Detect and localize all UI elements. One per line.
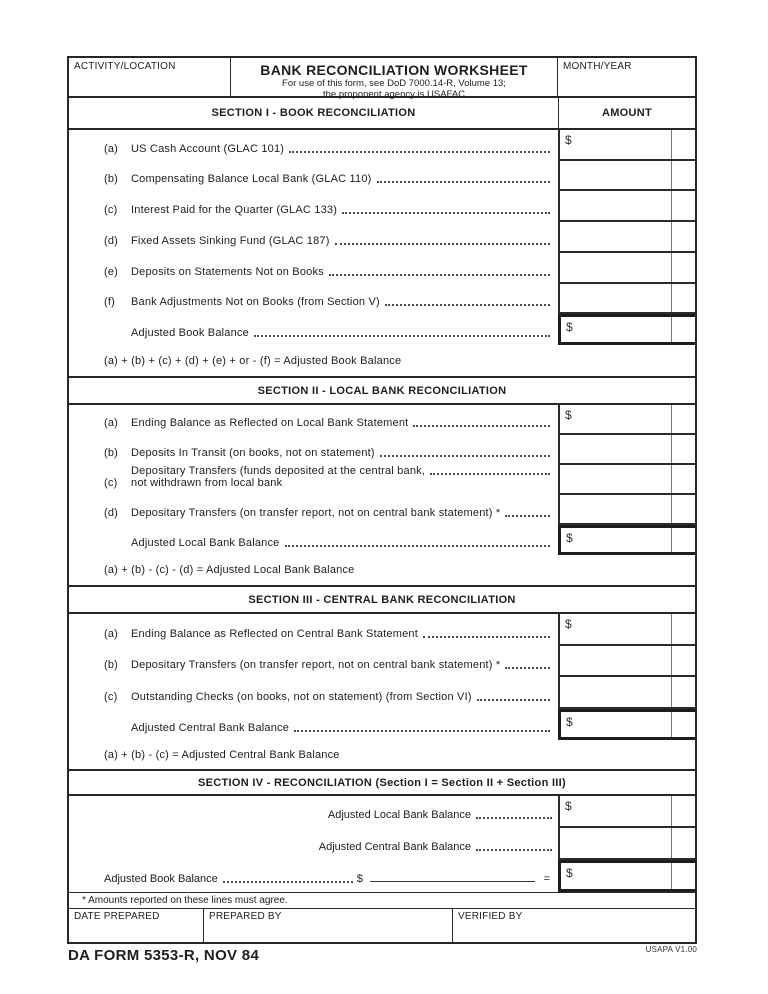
row-text: Depositary Transfers (on transfer report, not on central bank statement) * xyxy=(131,507,501,519)
row-label xyxy=(69,495,558,525)
section1-row-a xyxy=(69,130,695,161)
row-text: US Cash Account (GLAC 101) xyxy=(131,142,285,155)
dotted-leader xyxy=(342,212,550,214)
form-version: USAPA V1.00 xyxy=(645,945,697,954)
cents-divider xyxy=(671,284,672,313)
row-label xyxy=(69,709,558,741)
section1-row-adjusted xyxy=(69,314,695,345)
dotted-leader xyxy=(254,335,550,337)
row-tag: (c) xyxy=(104,204,118,217)
form-subtitle-line2: the proponent agency is USAFAC xyxy=(322,89,466,100)
dotted-leader xyxy=(385,304,550,306)
row-tag: (b) xyxy=(104,447,119,459)
formula-text: (a) + (b) - (c) = Adjusted Central Bank Balance xyxy=(104,748,340,761)
equals-sign: = xyxy=(543,873,550,885)
row-tag: (e) xyxy=(104,265,119,278)
amount-cell-s2-b[interactable] xyxy=(558,435,695,465)
dotted-leader xyxy=(329,274,550,276)
row-label xyxy=(69,405,558,435)
month-year-field[interactable] xyxy=(558,58,695,96)
date-prepared-label: DATE PREPARED xyxy=(74,911,160,922)
row-label xyxy=(69,435,558,465)
section3-row-adjusted xyxy=(69,709,695,741)
row-text-line2: not withdrawn from local bank xyxy=(131,477,283,489)
formula-text: (a) + (b) + (c) + (d) + (e) + or - (f) = Adjusted Book Balance xyxy=(104,354,402,367)
row-tag: (b) xyxy=(104,173,119,186)
activity-location-label: ACTIVITY/LOCATION xyxy=(74,61,176,72)
row-tag: (a) xyxy=(104,417,119,429)
formula-text: (a) + (b) - (c) - (d) = Adjusted Local Bank Balance xyxy=(104,564,355,576)
section4-title-cell xyxy=(69,771,695,794)
row-tag: (a) xyxy=(104,142,119,155)
dotted-leader xyxy=(430,465,550,475)
amount-cell-s1-b[interactable] xyxy=(558,161,695,192)
dotted-leader xyxy=(476,849,552,851)
row-tag: (a) xyxy=(104,627,119,640)
cents-divider xyxy=(671,222,672,251)
section3-title: SECTION III - CENTRAL BANK RECONCILIATION xyxy=(248,593,516,606)
amount-cell-s2-d[interactable] xyxy=(558,495,695,525)
amount-cell-s3-adjusted[interactable] xyxy=(558,709,695,741)
cents-divider xyxy=(671,646,672,676)
cents-divider xyxy=(671,796,672,826)
cents-divider xyxy=(671,161,672,190)
activity-location-field[interactable] xyxy=(69,58,231,96)
row-label xyxy=(69,860,558,892)
section4-row-local xyxy=(69,796,695,828)
dollar-sign: $ xyxy=(356,873,363,885)
row-text: Outstanding Checks (on books, not on statement) (from Section VI) xyxy=(131,690,472,703)
row-label xyxy=(69,284,558,315)
section4-row-book xyxy=(69,860,695,892)
cents-divider xyxy=(671,712,672,738)
row-text: Adjusted Book Balance xyxy=(104,873,218,885)
dollar-sign: $ xyxy=(566,531,573,545)
cents-divider xyxy=(671,828,672,858)
amount-cell-s1-d[interactable] xyxy=(558,222,695,253)
section2-row-b xyxy=(69,435,695,465)
verified-by-label: VERIFIED BY xyxy=(458,911,523,922)
form-title: BANK RECONCILIATION WORKSHEET xyxy=(260,62,528,78)
amount-cell-s3-b[interactable] xyxy=(558,646,695,678)
row-label xyxy=(69,161,558,192)
amount-header-label: AMOUNT xyxy=(601,107,653,119)
row-text: Adjusted Local Bank Balance xyxy=(327,809,471,821)
cents-divider xyxy=(671,253,672,282)
cents-divider xyxy=(671,495,672,523)
row-label xyxy=(69,222,558,253)
section2-row-d xyxy=(69,495,695,525)
section3-row-c xyxy=(69,677,695,709)
row-label xyxy=(69,646,558,678)
row-text: Compensating Balance Local Bank (GLAC 110) xyxy=(131,173,372,186)
row-text: Interest Paid for the Quarter (GLAC 133) xyxy=(131,204,338,217)
section3-row-b xyxy=(69,646,695,678)
section2-title-cell xyxy=(69,378,695,403)
footnote xyxy=(69,892,695,909)
dotted-leader xyxy=(294,730,550,732)
prepared-by-field[interactable] xyxy=(204,909,453,942)
section2-row-a xyxy=(69,405,695,435)
row-label xyxy=(69,796,558,828)
section1-header-band xyxy=(69,98,695,130)
section4-title: SECTION IV - RECONCILIATION (Section I = Section II + Section III) xyxy=(198,776,566,789)
dotted-leader xyxy=(505,515,550,517)
dollar-sign: $ xyxy=(565,617,572,631)
dotted-leader xyxy=(423,636,550,638)
cents-divider xyxy=(671,130,672,159)
dotted-leader xyxy=(380,455,550,457)
amount-cell-s4-book[interactable] xyxy=(558,860,695,892)
date-prepared-field[interactable] xyxy=(69,909,204,942)
section2-title: SECTION II - LOCAL BANK RECONCILIATION xyxy=(257,384,507,397)
section4-rows xyxy=(69,796,695,892)
blank-entry-line[interactable] xyxy=(370,881,535,882)
cents-divider xyxy=(671,435,672,463)
row-text: Deposits In Transit (on books, not on statement) xyxy=(131,447,375,459)
section3-formula xyxy=(69,740,695,769)
cents-divider xyxy=(671,317,672,342)
section1-row-f xyxy=(69,284,695,315)
amount-cell-s4-local[interactable] xyxy=(558,796,695,828)
row-text: Depositary Transfers (funds deposited at the central bank, xyxy=(131,465,426,477)
row-text: Deposits on Statements Not on Books xyxy=(131,265,324,278)
dollar-sign: $ xyxy=(565,133,572,147)
section1-row-e xyxy=(69,253,695,284)
amount-column-header xyxy=(558,98,695,128)
amount-cell-s3-c[interactable] xyxy=(558,677,695,709)
row-label xyxy=(69,191,558,222)
amount-cell-s2-a[interactable] xyxy=(558,405,695,435)
row-label xyxy=(69,677,558,709)
row-label xyxy=(69,130,558,161)
amount-cell-s1-c[interactable] xyxy=(558,191,695,222)
section4-header-band xyxy=(69,769,695,796)
amount-cell-s2-adjusted[interactable] xyxy=(558,525,695,555)
bank-reconciliation-form xyxy=(67,56,697,944)
footnote-text: * Amounts reported on these lines must agree. xyxy=(82,895,288,906)
amount-cell-s1-e[interactable] xyxy=(558,253,695,284)
dotted-leader xyxy=(377,181,550,183)
row-label xyxy=(69,314,558,345)
row-text: Adjusted Local Bank Balance xyxy=(131,537,280,549)
amount-cell-s4-central[interactable] xyxy=(558,828,695,860)
row-label xyxy=(69,525,558,555)
dollar-sign: $ xyxy=(566,866,573,880)
cents-divider xyxy=(671,465,672,493)
amount-cell-s2-c[interactable] xyxy=(558,465,695,495)
row-text: Bank Adjustments Not on Books (from Section V) xyxy=(131,296,380,309)
section3-row-a xyxy=(69,614,695,646)
dollar-sign: $ xyxy=(566,320,573,335)
form-subtitle-line1: For use of this form, see DoD 7000.14-R, Volume 13; xyxy=(282,78,506,89)
row-tag: (c) xyxy=(104,690,118,703)
section1-rows xyxy=(69,130,695,345)
section3-header-band xyxy=(69,585,695,614)
dotted-leader xyxy=(505,667,550,669)
row-label xyxy=(69,828,558,860)
form-header xyxy=(69,58,695,98)
section4-row-central xyxy=(69,828,695,860)
label-line1-wrap xyxy=(131,465,553,477)
row-text: Adjusted Central Bank Balance xyxy=(318,841,471,853)
row-tag: (d) xyxy=(104,507,119,519)
row-text: Ending Balance as Reflected on Local Bank Statement xyxy=(131,417,409,429)
amount-cell-s3-a[interactable] xyxy=(558,614,695,646)
section2-header-band xyxy=(69,376,695,405)
amount-cell-s1-f[interactable] xyxy=(558,284,695,315)
section1-title-cell xyxy=(69,98,558,128)
form-title-block xyxy=(231,58,558,100)
prepared-by-label: PREPARED BY xyxy=(209,911,282,922)
form-number: DA FORM 5353-R, NOV 84 xyxy=(68,947,260,964)
row-label xyxy=(69,253,558,284)
two-line-label xyxy=(131,465,553,489)
dollar-sign: $ xyxy=(566,714,573,729)
section1-title: SECTION I - BOOK RECONCILIATION xyxy=(211,107,416,119)
cents-divider xyxy=(671,528,672,552)
row-text: Depositary Transfers (on transfer report, not on central bank statement) * xyxy=(131,659,501,671)
dotted-leader xyxy=(223,881,353,883)
row-text: Adjusted Central Bank Balance xyxy=(131,722,290,734)
cents-divider xyxy=(671,863,672,889)
cents-divider xyxy=(671,405,672,433)
cents-divider xyxy=(671,614,672,644)
dotted-leader xyxy=(335,243,550,245)
dotted-leader xyxy=(476,817,552,819)
amount-cell-s1-a[interactable] xyxy=(558,130,695,161)
dotted-leader xyxy=(413,425,550,427)
row-tag: (f) xyxy=(104,296,115,309)
section2-rows xyxy=(69,405,695,555)
section1-formula xyxy=(69,345,695,376)
row-label xyxy=(69,614,558,646)
verified-by-field[interactable] xyxy=(453,909,695,942)
dotted-leader xyxy=(285,545,551,547)
signature-row xyxy=(69,909,695,942)
dollar-sign: $ xyxy=(565,799,572,813)
row-text: Ending Balance as Reflected on Central Bank Statement xyxy=(131,627,418,640)
row-text: Fixed Assets Sinking Fund (GLAC 187) xyxy=(131,234,330,247)
section1-row-b xyxy=(69,161,695,192)
cents-divider xyxy=(671,191,672,220)
section3-title-cell xyxy=(69,587,695,612)
dollar-sign: $ xyxy=(565,408,572,422)
dotted-leader xyxy=(289,151,550,153)
row-tag: (d) xyxy=(104,234,119,247)
section2-row-c xyxy=(69,465,695,495)
section1-row-c xyxy=(69,191,695,222)
section1-row-d xyxy=(69,222,695,253)
row-tag: (b) xyxy=(104,659,119,671)
dotted-leader xyxy=(477,699,550,701)
section3-rows xyxy=(69,614,695,740)
row-text: Adjusted Book Balance xyxy=(131,327,249,340)
month-year-label: MONTH/YEAR xyxy=(563,61,632,72)
section2-formula xyxy=(69,555,695,585)
cents-divider xyxy=(671,677,672,707)
amount-cell-s1-adjusted[interactable] xyxy=(558,314,695,345)
row-tag: (c) xyxy=(104,477,118,489)
section2-row-adjusted xyxy=(69,525,695,555)
row-label xyxy=(69,465,558,495)
